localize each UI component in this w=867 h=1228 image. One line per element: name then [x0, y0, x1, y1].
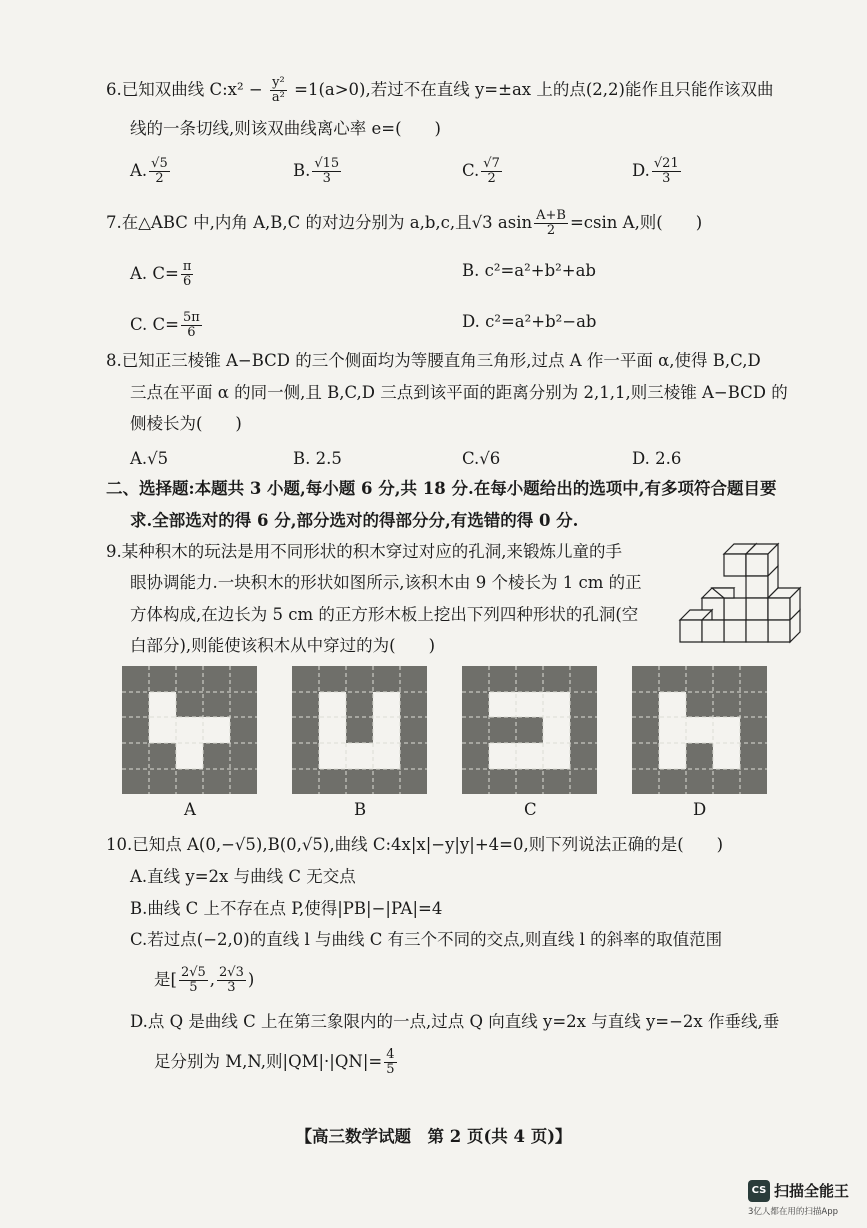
board-c-label: C	[524, 800, 537, 819]
q6-option-c-den: 2	[487, 171, 496, 186]
q6-frac-num: y²	[270, 76, 287, 91]
q7-option-d: D. c²=a²+b²−ab	[462, 312, 597, 331]
q6-option-a-den: 2	[155, 171, 164, 186]
q6-stem-line2: 线的一条切线,则该双曲线离心率 e=( )	[130, 119, 441, 138]
q6-option-d-den: 3	[662, 171, 671, 186]
q6-option-a-label: A.	[130, 161, 148, 180]
q7-stem-text: 7.在△ABC 中,内角 A,B,C 的对边分别为 a,b,c,且√3 asin	[106, 213, 533, 232]
q10-option-c-f2-den: 3	[227, 980, 236, 995]
q6-option-d	[632, 157, 683, 186]
scanner-slogan: 3亿人都在用的扫描App	[748, 1207, 839, 1217]
q7-frac-den: 2	[546, 223, 556, 238]
q8-option-d: D. 2.6	[632, 449, 682, 468]
section2-heading-line1: 二、选择题:本题共 3 小题,每小题 6 分,共 18 分.在每小题给出的选项中,有多项符合题目要	[106, 479, 777, 498]
q10-stem: 10.已知点 A(0,−√5),B(0,√5),曲线 C:4x|x|−y|y|+4=0,则下列说法正确的是( )	[106, 835, 724, 854]
q6-option-c-num: √7	[483, 156, 500, 171]
q10-option-d-pre: 足分别为 M,N,则|QM|·|QN|=	[154, 1052, 383, 1071]
q10-option-d-den: 5	[386, 1062, 395, 1077]
board-c	[462, 666, 602, 796]
q10-option-c-post: )	[247, 970, 255, 989]
block-3d-figure	[664, 532, 804, 662]
q7-stem	[106, 209, 702, 238]
board-a	[122, 666, 262, 796]
q6-stem-text-2: =1(a>0),若过不在直线 y=±ax 上的点(2,2)能作且只能作该双曲	[288, 80, 774, 99]
q6-option-b-label: B.	[293, 161, 311, 180]
q8-stem-line2: 三点在平面 α 的同一侧,且 B,C,D 三点到该平面的距离分别为 2,1,1,则三棱锥 A−BCD 的	[130, 383, 788, 402]
q10-option-b: B.曲线 C 上不存在点 P,使得|PB|−|PA|=4	[130, 899, 443, 918]
q6-option-b-den: 3	[322, 171, 331, 186]
page-footer: 【高三数学试题 第 2 页(共 4 页)】	[295, 1127, 572, 1146]
q6-option-d-num: √21	[653, 156, 679, 171]
q10-option-c-f1-den: 5	[189, 980, 198, 995]
q10-option-d-line2	[154, 1048, 399, 1077]
board-b	[292, 666, 432, 796]
q7-option-c-label: C. C=	[130, 315, 179, 334]
q10-option-c-line2: 是[ $\frac{2√5}{5}$ , $\frac{2√3}{3}$ )	[154, 965, 255, 995]
q6-option-a-num: √5	[151, 156, 168, 171]
q7-frac-num: A+B	[536, 208, 566, 223]
q9-stem-line2: 眼协调能力.一块积木的形状如图所示,该积木由 9 个棱长为 1 cm 的正	[130, 573, 642, 592]
q7-option-c-num: 5π	[182, 310, 200, 325]
q6-fraction	[270, 76, 287, 105]
q10-option-d-line1: D.点 Q 是曲线 C 上在第三象限内的一点,过点 Q 向直线 y=2x 与直线 y=−2x 作垂线,垂	[130, 1012, 780, 1031]
q9-stem-line4: 白部分),则能使该积木从中穿过的为( )	[130, 636, 436, 655]
q6-option-b-num: √15	[314, 156, 340, 171]
cs-logo-icon: CS	[748, 1180, 770, 1202]
q7-option-a-label: A. C=	[130, 264, 179, 283]
board-d-label: D	[693, 800, 707, 819]
q6-option-a	[130, 157, 172, 186]
q6-stem-line1	[106, 76, 773, 105]
q6-frac-den: a²	[271, 90, 285, 105]
q10-option-c-f1-num: 2√5	[180, 965, 206, 980]
q7-option-a-num: π	[182, 259, 192, 274]
q7-option-c	[130, 311, 204, 340]
q10-option-c-pre: 是[	[154, 970, 177, 989]
scanner-watermark	[748, 1180, 858, 1220]
q10-option-a: A.直线 y=2x 与曲线 C 无交点	[130, 867, 356, 886]
q6-option-c	[462, 157, 504, 186]
q7-option-a	[130, 260, 195, 289]
q6-option-d-label: D.	[632, 161, 650, 180]
q6-option-b	[293, 157, 343, 186]
q7-option-b: B. c²=a²+b²+ab	[462, 261, 596, 280]
board-b-label: B	[354, 800, 367, 819]
q8-stem-line1: 8.已知正三棱锥 A−BCD 的三个侧面均为等腰直角三角形,过点 A 作一平面 α,使得 B,C,D	[106, 351, 761, 370]
q7-stem-text-2: =csin A,则( )	[569, 213, 703, 232]
q9-stem-line3: 方体构成,在边长为 5 cm 的正方形木板上挖出下列四种形状的孔洞(空	[130, 605, 639, 624]
q9-stem-line1: 9.某种积木的玩法是用不同形状的积木穿过对应的孔洞,来锻炼儿童的手	[106, 542, 622, 561]
section2-heading-line2: 求.全部选对的得 6 分,部分选对的得部分分,有选错的得 0 分.	[130, 511, 579, 530]
scanner-brand: 扫描全能王	[774, 1182, 850, 1200]
q10-option-c-f2-num: 2√3	[219, 965, 244, 980]
q7-option-c-den: 6	[187, 325, 196, 340]
q10-option-d-num: 4	[386, 1047, 395, 1062]
board-a-label: A	[184, 800, 196, 819]
q8-option-a: A.√5	[130, 449, 169, 468]
q8-option-b: B. 2.5	[293, 449, 342, 468]
q10-option-c-line1: C.若过点(−2,0)的直线 l 与曲线 C 有三个不同的交点,则直线 l 的斜率的取值范围	[130, 930, 723, 949]
q8-option-c: C.√6	[462, 449, 501, 468]
q7-option-a-den: 6	[182, 274, 192, 289]
q8-stem-line3: 侧棱长为( )	[130, 414, 242, 433]
q6-option-c-label: C.	[462, 161, 480, 180]
board-d	[632, 666, 772, 796]
q6-stem-text: 6.已知双曲线 C:x² −	[106, 80, 268, 99]
